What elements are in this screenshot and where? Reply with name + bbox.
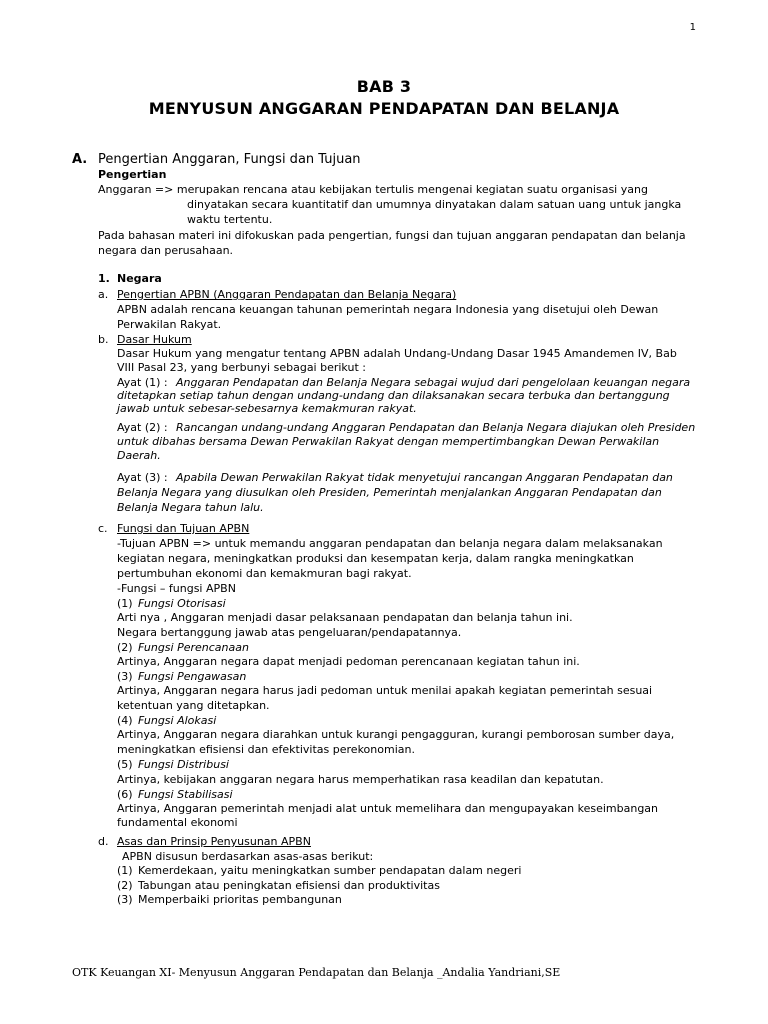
text-line: Perwakilan Rakyat. <box>117 318 222 331</box>
text-line: dinyatakan secara kuantitatif dan umumnya dinyatakan dalam satuan uang untuk jangka <box>187 198 682 211</box>
text-line: Negara bertanggung jawab atas pengeluaran/pendapatannya. <box>117 626 462 639</box>
text-line: Fungsi Perencanaan <box>138 641 249 654</box>
text-line: Ayat (3) : <box>117 471 168 484</box>
text-line: Asas dan Prinsip Penyusunan APBN <box>117 835 311 848</box>
text-line: Artinya, Anggaran negara diarahkan untuk kurangi pengagguran, kurangi pemborosan sumber daya, <box>117 728 675 741</box>
text-line: Artinya, kebijakan anggaran negara harus memperhatikan rasa keadilan dan kepatutan. <box>117 773 604 786</box>
text-line: Pengertian <box>98 168 167 181</box>
text-line: ketentuan yang ditetapkan. <box>117 699 270 712</box>
text-line: Fungsi Alokasi <box>138 714 217 727</box>
text-line: ditetapkan setiap tahun dengan undang-undang dan dilaksanakan secara terbuka dan bertanggung <box>117 389 670 402</box>
text-line: Daerah. <box>117 449 161 462</box>
text-line: (2) <box>117 641 133 654</box>
text-line: Rancangan undang-undang Anggaran Pendapatan dan Belanja Negara diajukan oleh Presiden <box>176 421 696 434</box>
text-line: (3) <box>117 893 133 906</box>
text-line: Ayat (1) : <box>117 376 168 389</box>
page-footer: OTK Keuangan XI- Menyusun Anggaran Pendapatan dan Belanja _Andalia Yandriani,SE <box>72 966 561 979</box>
text-line: Tabungan atau peningkatan efisiensi dan produktivitas <box>138 879 440 892</box>
text-line: pertumbuhan ekonomi dan kemakmuran bagi rakyat. <box>117 567 412 580</box>
text-line: Fungsi Stabilisasi <box>138 788 233 801</box>
text-line: APBN adalah rencana keuangan tahunan pemerintah negara Indonesia yang disetujui oleh Dewan <box>117 303 659 316</box>
text-line: (4) <box>117 714 133 727</box>
text-line: waktu tertentu. <box>187 213 273 226</box>
text-line: fundamental ekonomi <box>117 816 238 829</box>
text-line: Arti nya , Anggaran menjadi dasar pelaksanaan pendapatan dan belanja tahun ini. <box>117 611 573 624</box>
text-line: negara dan perusahaan. <box>98 244 234 257</box>
text-line: -Tujuan APBN => untuk memandu anggaran pendapatan dan belanja negara dalam melaksanakan <box>117 537 663 550</box>
text-line: (3) <box>117 670 133 683</box>
text-line: Anggaran => merupakan rencana atau kebijakan tertulis mengenai kegiatan suatu organisasi yang <box>98 183 648 196</box>
text-line: -Fungsi – fungsi APBN <box>117 582 236 595</box>
page-number: 1 <box>689 22 696 33</box>
chapter-title: MENYUSUN ANGGARAN PENDAPATAN DAN BELANJA <box>148 99 620 118</box>
text-line: Fungsi Pengawasan <box>138 670 247 683</box>
text-line: untuk dibahas bersama Dewan Perwakilan Rakyat dengan mempertimbangkan Dewan Perwakilan <box>117 435 660 448</box>
text-line: Apabila Dewan Perwakilan Rakyat tidak menyetujui rancangan Anggaran Pendapatan dan <box>176 471 673 484</box>
section-label: A. <box>72 152 88 167</box>
text-line: b. <box>98 333 109 346</box>
text-line: d. <box>98 835 109 848</box>
text-line: meningkatkan efisiensi dan efektivitas perekonomian. <box>117 743 415 756</box>
text-line: Dasar Hukum <box>117 333 192 346</box>
text-line: Ayat (2) : <box>117 421 168 434</box>
text-line: Artinya, Anggaran negara dapat menjadi pedoman perencanaan kegiatan tahun ini. <box>117 655 580 668</box>
text-line: Pada bahasan materi ini difokuskan pada pengertian, fungsi dan tujuan anggaran pendapatan dan belanja <box>98 229 686 242</box>
text-line: c. <box>98 522 108 535</box>
text-line: (6) <box>117 788 133 801</box>
text-line: APBN disusun berdasarkan asas-asas berikut: <box>122 850 374 863</box>
text-line: Fungsi Otorisasi <box>138 597 226 610</box>
text-line: Dasar Hukum yang mengatur tentang APBN adalah Undang-Undang Dasar 1945 Amandemen IV, Bab <box>117 347 677 360</box>
text-line: Memperbaiki prioritas pembangunan <box>138 893 342 906</box>
text-line: Belanja Negara tahun lalu. <box>117 501 264 514</box>
text-line: Anggaran Pendapatan dan Belanja Negara sebagai wujud dari pengelolaan keuangan negara <box>176 376 691 389</box>
text-line: (2) <box>117 879 133 892</box>
text-line: jawab untuk sebesar-sebesarnya kemakmuran rakyat. <box>117 402 417 415</box>
text-line: Artinya, Anggaran pemerintah menjadi alat untuk memelihara dan mengupayakan keseimbangan <box>117 802 659 815</box>
text-line: Belanja Negara yang diusulkan oleh Presiden, Pemerintah menjalankan Anggaran Pendapatan dan <box>117 486 662 499</box>
chapter-heading: BAB 3 <box>356 77 412 96</box>
text-line: Fungsi Distribusi <box>138 758 229 771</box>
text-line: (1) <box>117 597 133 610</box>
section-title: Pengertian Anggaran, Fungsi dan Tujuan <box>98 152 361 167</box>
text-line: 1. <box>98 272 110 285</box>
text-line: Pengertian APBN (Anggaran Pendapatan dan Belanja Negara) <box>117 288 457 301</box>
text-line: (5) <box>117 758 133 771</box>
text-line: Negara <box>117 272 162 285</box>
text-line: Kemerdekaan, yaitu meningkatkan sumber pendapatan dalam negeri <box>138 864 522 877</box>
text-line: Artinya, Anggaran negara harus jadi pedoman untuk menilai apakah kegiatan pemerintah sesuai <box>117 684 653 697</box>
text-line: Fungsi dan Tujuan APBN <box>117 522 250 535</box>
text-line: kegiatan negara, meningkatkan produksi dan kesempatan kerja, dalam rangka meningkatkan <box>117 552 634 565</box>
text-line: (1) <box>117 864 133 877</box>
text-line: a. <box>98 288 109 301</box>
text-line: VIII Pasal 23, yang berbunyi sebagai berikut : <box>117 361 366 374</box>
